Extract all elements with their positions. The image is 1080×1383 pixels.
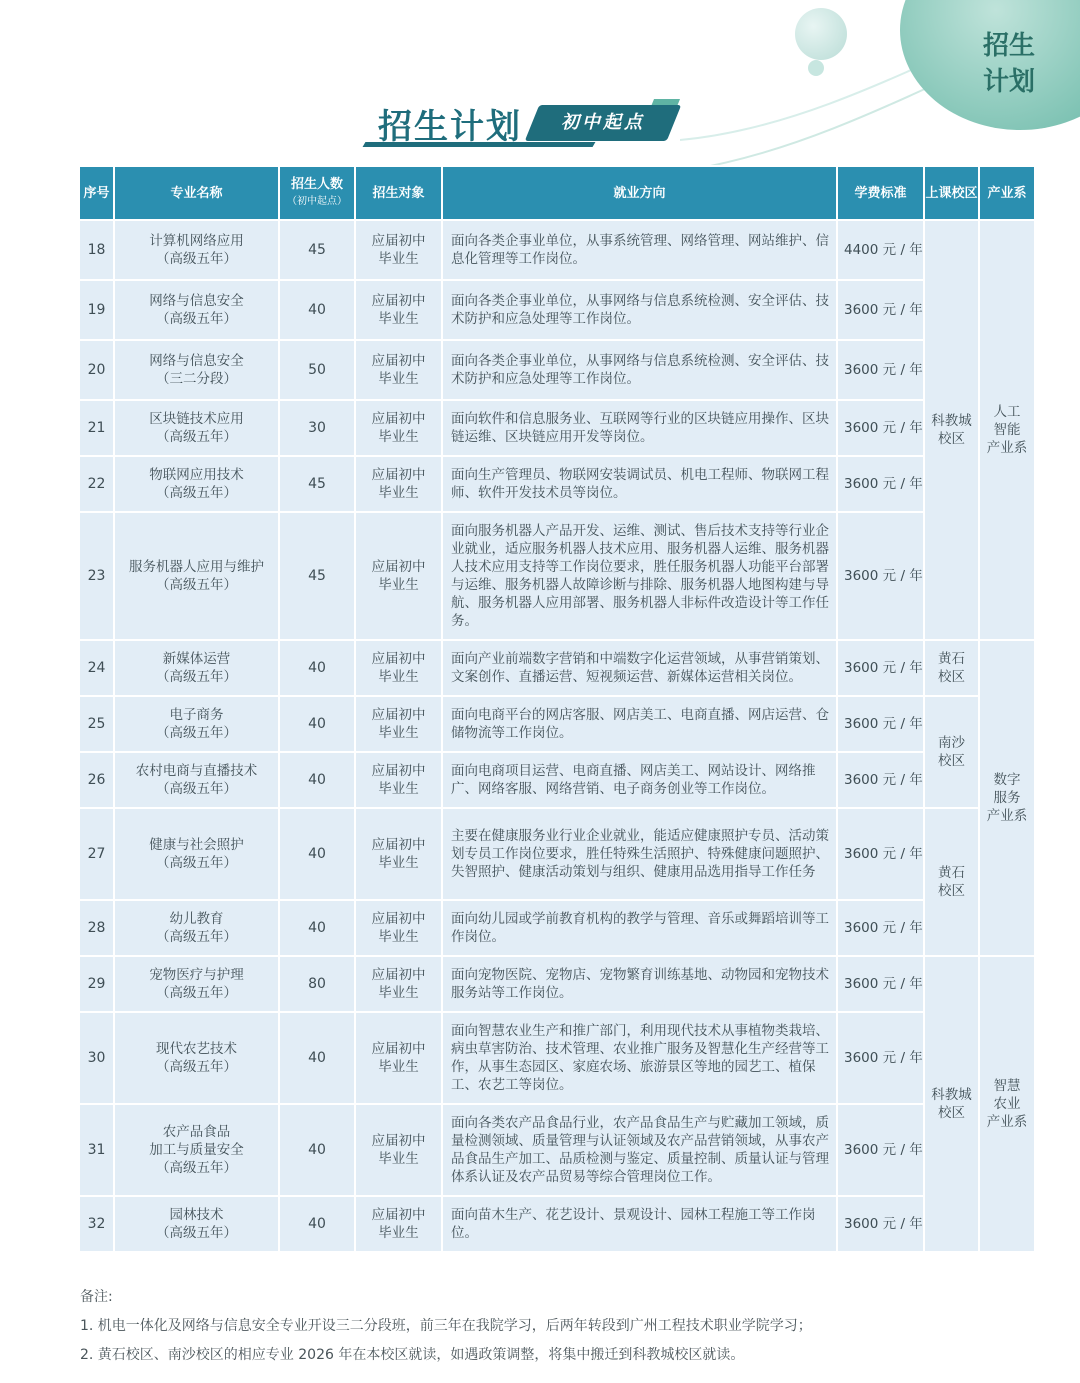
col-fee: 学费标准: [837, 166, 924, 220]
row-count: 40: [279, 280, 355, 340]
table-row: [79, 1196, 1035, 1252]
row-count: 40: [279, 640, 355, 696]
row-major: 区块链技术应用 （高级五年）: [114, 400, 279, 456]
note-2: 2. 黄石校区、南沙校区的相应专业 2026 年在本校区就读，如遇政策调整，将集中搬迁到科教城校区就读。: [80, 1347, 745, 1363]
row-fee: 3600 元 / 年: [837, 1104, 924, 1196]
note-1: 1. 机电一体化及网络与信息安全专业开设三二分段班，前三年在我院学习，后两年转段到广州工程技术职业学院学习；: [80, 1318, 812, 1334]
row-no: 31: [79, 1104, 114, 1196]
row-fee: 3600 元 / 年: [837, 956, 924, 1012]
row-major: 园林技术 （高级五年）: [114, 1196, 279, 1252]
table-row: [79, 1012, 1035, 1104]
dept-smart-agriculture: 智慧 农业 产业系: [979, 956, 1035, 1252]
row-target: 应届初中 毕业生: [355, 696, 442, 752]
col-count: 招生人数 （初中起点）: [279, 166, 355, 220]
row-no: 19: [79, 280, 114, 340]
row-target: 应届初中 毕业生: [355, 456, 442, 512]
row-major: 幼儿教育 （高级五年）: [114, 900, 279, 956]
campus-nansha: 南沙 校区: [924, 696, 979, 808]
row-direction: 面向各类农产品食品行业，农产品食品生产与贮藏加工领域，质量检测领域、质量管理与认证领域及农产品营销领域，从事农产品食品生产加工、品质检测与鉴定、质量控制、质量认证与管理体系认证及农产品贸易等综合管理岗位工作。: [442, 1104, 837, 1196]
notes-label: 备注:: [80, 1289, 113, 1305]
row-no: 27: [79, 808, 114, 900]
row-major: 新媒体运营 （高级五年）: [114, 640, 279, 696]
corner-title: 招生 计划: [982, 31, 1035, 97]
notes: [80, 1283, 1040, 1370]
row-direction: 面向各类企事业单位，从事系统管理、网络管理、网站维护、信息化管理等工作岗位。: [442, 220, 837, 280]
row-direction: 面向服务机器人产品开发、运维、测试、售后技术支持等行业企业就业，适应服务机器人技术应用、服务机器人运维、服务机器人技术应用支持等工作岗位要求，胜任服务机器人功能平台部署与运维、服务机器人故障诊断与排除、服务机器人地图构建与导航、服务机器人应用部署、服务机器人非标件改造设计等工作任务。: [442, 512, 837, 640]
row-fee: 3600 元 / 年: [837, 280, 924, 340]
row-target: 应届初中 毕业生: [355, 1104, 442, 1196]
title-tag: 初中起点: [525, 105, 682, 141]
row-no: 22: [79, 456, 114, 512]
row-fee: 3600 元 / 年: [837, 340, 924, 400]
row-fee: 3600 元 / 年: [837, 808, 924, 900]
table-row: [79, 808, 1035, 900]
table-row: [79, 456, 1035, 512]
row-fee: 3600 元 / 年: [837, 456, 924, 512]
row-fee: 3600 元 / 年: [837, 512, 924, 640]
col-direction: 就业方向: [442, 166, 837, 220]
table-row: [79, 280, 1035, 340]
row-count: 40: [279, 696, 355, 752]
col-major: 专业名称: [114, 166, 279, 220]
row-direction: 面向产业前端数字营销和中端数字化运营领域，从事营销策划、文案创作、直播运营、短视频运营、新媒体运营相关岗位。: [442, 640, 837, 696]
row-target: 应届初中 毕业生: [355, 640, 442, 696]
table-row: [79, 696, 1035, 752]
table-row: [79, 512, 1035, 640]
row-direction: 面向电商项目运营、电商直播、网店美工、网站设计、网络推广、网络客服、网络营销、电子商务创业等工作岗位。: [442, 752, 837, 808]
row-no: 25: [79, 696, 114, 752]
row-target: 应届初中 毕业生: [355, 808, 442, 900]
row-count: 40: [279, 1104, 355, 1196]
col-target: 招生对象: [355, 166, 442, 220]
table-row: [79, 956, 1035, 1012]
row-no: 26: [79, 752, 114, 808]
row-fee: 3600 元 / 年: [837, 1196, 924, 1252]
col-no: 序号: [79, 166, 114, 220]
table-row: [79, 900, 1035, 956]
row-direction: 主要在健康服务业行业企业就业，能适应健康照护专员、活动策划专员工作岗位要求，胜任特殊生活照护、特殊健康问题照护、失智照护、健康活动策划与组织、健康用品选用指导工作任务: [442, 808, 837, 900]
row-count: 40: [279, 1012, 355, 1104]
row-direction: 面向幼儿园或学前教育机构的教学与管理、音乐或舞蹈培训等工作岗位。: [442, 900, 837, 956]
row-no: 21: [79, 400, 114, 456]
row-count: 30: [279, 400, 355, 456]
row-target: 应届初中 毕业生: [355, 400, 442, 456]
row-count: 45: [279, 220, 355, 280]
row-no: 32: [79, 1196, 114, 1252]
row-major: 网络与信息安全 （高级五年）: [114, 280, 279, 340]
row-no: 30: [79, 1012, 114, 1104]
col-dept: 产业系: [979, 166, 1035, 220]
row-major: 现代农艺技术 （高级五年）: [114, 1012, 279, 1104]
row-fee: 4400 元 / 年: [837, 220, 924, 280]
table-row: [79, 220, 1035, 280]
page-title: 招生计划: [378, 107, 522, 147]
row-direction: 面向宠物医院、宠物店、宠物繁育训练基地、动物园和宠物技术服务站等工作岗位。: [442, 956, 837, 1012]
page-header: [360, 95, 690, 155]
row-major: 计算机网络应用 （高级五年）: [114, 220, 279, 280]
row-count: 50: [279, 340, 355, 400]
table-row: [79, 752, 1035, 808]
row-direction: 面向各类企事业单位，从事网络与信息系统检测、安全评估、技术防护和应急处理等工作岗位。: [442, 280, 837, 340]
campus-huangshi-2: 黄石 校区: [924, 808, 979, 956]
row-count: 45: [279, 456, 355, 512]
campus-kejiaocheng-1: 科教城 校区: [924, 220, 979, 640]
row-major: 服务机器人应用与维护 （高级五年）: [114, 512, 279, 640]
row-major: 电子商务 （高级五年）: [114, 696, 279, 752]
table-row: [79, 1104, 1035, 1196]
row-major: 宠物医疗与护理 （高级五年）: [114, 956, 279, 1012]
campus-kejiaocheng-2: 科教城 校区: [924, 956, 979, 1252]
row-direction: 面向电商平台的网店客服、网店美工、电商直播、网店运营、仓储物流等工作岗位。: [442, 696, 837, 752]
row-target: 应届初中 毕业生: [355, 1012, 442, 1104]
table-row: [79, 400, 1035, 456]
dept-ai: 人工 智能 产业系: [979, 220, 1035, 640]
row-no: 29: [79, 956, 114, 1012]
row-no: 20: [79, 340, 114, 400]
enrollment-table: [78, 165, 1036, 1253]
row-count: 80: [279, 956, 355, 1012]
row-no: 24: [79, 640, 114, 696]
row-target: 应届初中 毕业生: [355, 280, 442, 340]
row-target: 应届初中 毕业生: [355, 956, 442, 1012]
row-direction: 面向智慧农业生产和推广部门，利用现代技术从事植物类栽培、病虫草害防治、技术管理、农业推广服务及智慧化生产经营等工作，从事生态园区、家庭农场、旅游景区等地的园艺工、植保工、农艺工等岗位。: [442, 1012, 837, 1104]
row-direction: 面向生产管理员、物联网安装调试员、机电工程师、物联网工程师、软件开发技术员等岗位。: [442, 456, 837, 512]
table-header-row: [79, 166, 1035, 220]
dept-digital-service: 数字 服务 产业系: [979, 640, 1035, 956]
table-row: [79, 640, 1035, 696]
row-count: 45: [279, 512, 355, 640]
row-count: 40: [279, 808, 355, 900]
row-fee: 3600 元 / 年: [837, 1012, 924, 1104]
row-major: 农村电商与直播技术 （高级五年）: [114, 752, 279, 808]
row-major: 健康与社会照护 （高级五年）: [114, 808, 279, 900]
row-fee: 3600 元 / 年: [837, 640, 924, 696]
col-campus: 上课校区: [924, 166, 979, 220]
row-target: 应届初中 毕业生: [355, 220, 442, 280]
row-direction: 面向各类企事业单位，从事网络与信息系统检测、安全评估、技术防护和应急处理等工作岗位。: [442, 340, 837, 400]
row-target: 应届初中 毕业生: [355, 752, 442, 808]
row-direction: 面向苗木生产、花艺设计、景观设计、园林工程施工等工作岗位。: [442, 1196, 837, 1252]
row-direction: 面向软件和信息服务业、互联网等行业的区块链应用操作、区块链运维、区块链应用开发等岗位。: [442, 400, 837, 456]
row-fee: 3600 元 / 年: [837, 696, 924, 752]
row-major: 网络与信息安全 （三二分段）: [114, 340, 279, 400]
campus-huangshi-1: 黄石 校区: [924, 640, 979, 696]
row-major: 物联网应用技术 （高级五年）: [114, 456, 279, 512]
table-row: [79, 340, 1035, 400]
row-target: 应届初中 毕业生: [355, 512, 442, 640]
row-count: 40: [279, 900, 355, 956]
row-target: 应届初中 毕业生: [355, 1196, 442, 1252]
row-no: 23: [79, 512, 114, 640]
row-fee: 3600 元 / 年: [837, 752, 924, 808]
row-target: 应届初中 毕业生: [355, 340, 442, 400]
row-major: 农产品食品 加工与质量安全 （高级五年）: [114, 1104, 279, 1196]
row-fee: 3600 元 / 年: [837, 900, 924, 956]
row-fee: 3600 元 / 年: [837, 400, 924, 456]
row-target: 应届初中 毕业生: [355, 900, 442, 956]
row-count: 40: [279, 1196, 355, 1252]
row-no: 18: [79, 220, 114, 280]
row-count: 40: [279, 752, 355, 808]
row-no: 28: [79, 900, 114, 956]
